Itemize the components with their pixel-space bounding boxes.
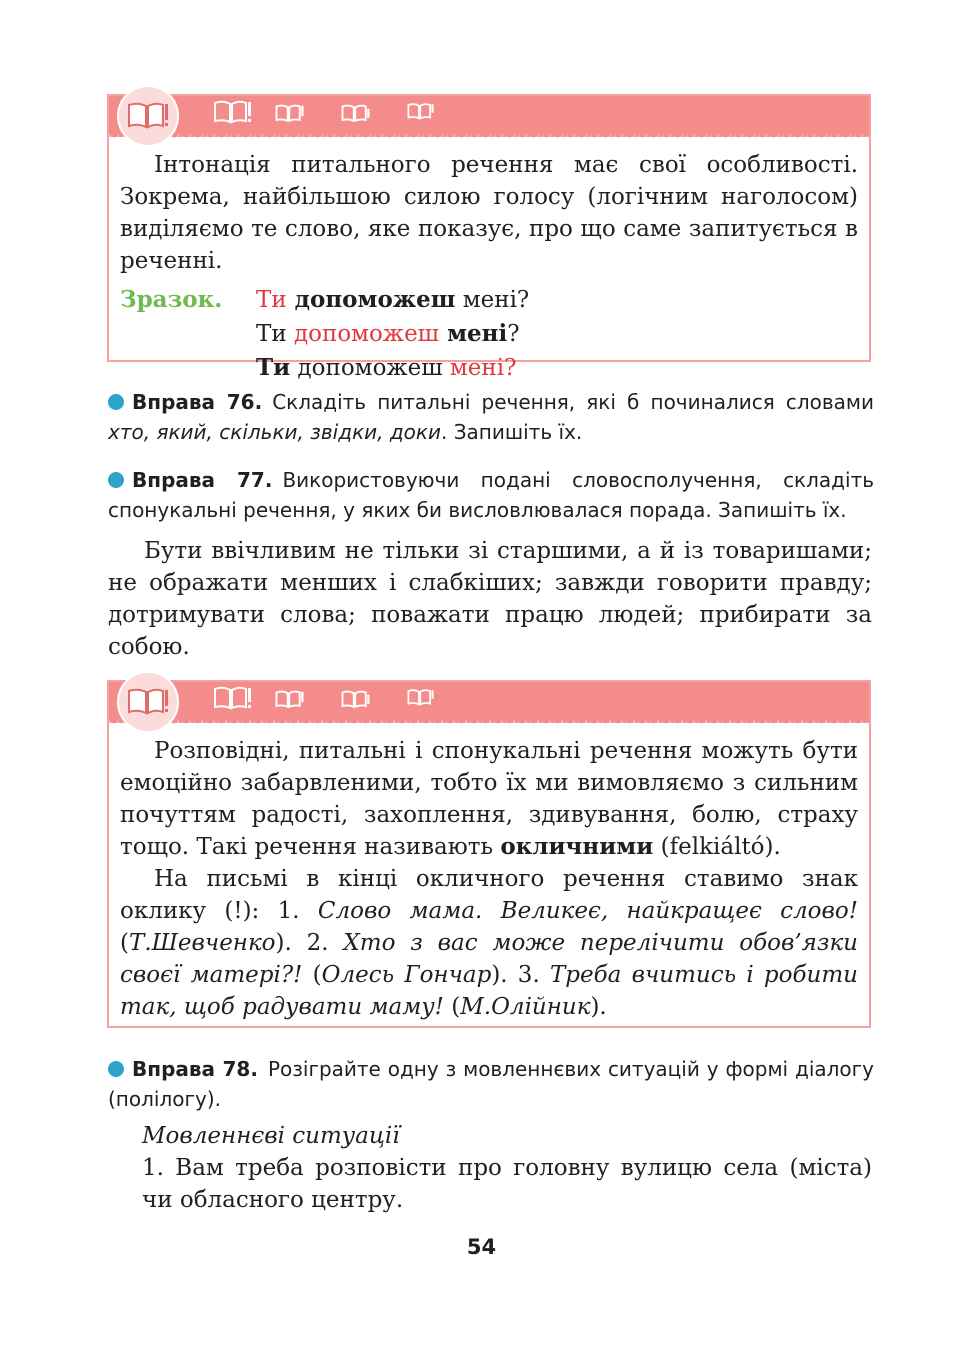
exercise-77 [108,465,874,525]
speech-situations [142,1120,872,1216]
rule-box-intonation [107,94,871,381]
book-exclamation-icon [275,690,305,710]
example-word: мені? [449,355,517,381]
exercise-keywords: хто, який, скільки, звідки, доки [108,420,441,444]
term-bold: окличними [500,833,654,860]
example-word: допоможеш [290,355,450,381]
book-exclamation-icon [213,100,253,126]
exercise-title: Вправа 77. [132,468,273,492]
exercise-text: Використовуючи подані словосполучення, складіть спонукальні речення, у яких би висловлювалася порада. Запишіть їх. [108,468,875,522]
author: Олесь Гончар [321,962,492,988]
exercise-76 [108,387,874,447]
quote: Хто з вас може перелічити обов’язки своєї матері?! [120,930,858,988]
header-lace [109,719,869,727]
example-stress-word: мені [439,320,508,347]
example-word: допоможеш [293,321,440,347]
example-line-3 [120,351,858,385]
exercise-title: Вправа 76. [132,390,263,414]
bullet-icon [108,394,124,410]
book-exclamation-icon [341,104,371,124]
rule-header [109,682,869,723]
header-lace [109,133,869,141]
rule-header [109,96,869,137]
exercise-78 [108,1054,874,1114]
example-stress-word: допоможеш [286,286,456,313]
example-word: мені? [455,287,530,313]
book-exclamation-icon [213,686,253,712]
example-block [120,283,858,385]
rule-box-exclamatory [107,680,871,1028]
bullet-icon [108,1061,124,1077]
book-exclamation-icon [117,671,179,733]
rule-paragraph-2: На письмі в кінці окличного речення ставимо знак оклику (!): 1. Слово мама. Великеє, найкращеє слово! (Т.Шевченко). 2. Хто з вас може перелічити обов’язки своєї матері?! (Олесь Гончар). 3. Треба вчитись і робити так, щоб радувати маму! (М.Олійник). [120,866,858,1020]
example-stress-word: Ти [256,354,291,381]
example-word: Ти [256,321,294,347]
example-line-1 [120,283,858,317]
example-label: Зразок. [120,286,223,313]
example-word: Ти [256,287,287,313]
situations-title: Мовленнєві ситуації [142,1123,400,1149]
example-punct: ? [507,321,520,347]
exercise-text: Складіть питальні речення, які б починалися словами хто, який, скільки, звідки, доки. Запишіть їх. [108,390,875,444]
exercise-77-body: Бути ввічливим не тільки зі старшими, а й із товаришами; не ображати менших і слабкіших; завжди говорити правду; дотримувати слова; поважати працю людей; прибирати за собою. [108,538,872,660]
rule-text: Інтонація питального речення має свої особливості. Зокрема, найбільшою силою голосу (логічним наголосом) виділяємо те слово, яке показує, про що саме запитується в реченні. [120,152,858,274]
author: М.Олійник [460,994,591,1020]
exercise-title: Вправа 78. [132,1057,258,1081]
rule-paragraph-1: Розповідні, питальні і спонукальні речення можуть бути емоційно забарвленими, тобто їх ми вимовляємо з сильним почуттям радості, захоплення, здивування, болю, страху тощо. Такі речення називають окличними (felkiáltó). [120,738,858,860]
page-number: 54 [466,1235,497,1259]
example-line-2 [120,317,858,351]
bullet-icon [108,472,124,488]
book-exclamation-icon [275,104,305,124]
rule-body [109,137,869,395]
quote: Слово мама. Великеє, найкращеє слово! [317,898,858,924]
quote: Треба вчитись і робити так, щоб радувати маму! [120,962,858,1020]
rule-body [109,723,869,1033]
situation-item: 1. Вам треба розповісти про головну вулицю села (міста) чи обласного центру. [142,1155,872,1213]
author: Т.Шевченко [128,930,276,956]
book-exclamation-icon [407,102,435,122]
book-exclamation-icon [341,690,371,710]
exercise-text: Розіграйте одну з мовленнєвих ситуацій у формі діалогу (полілогу). [108,1057,874,1111]
book-exclamation-icon [117,85,179,147]
book-exclamation-icon [407,688,435,708]
